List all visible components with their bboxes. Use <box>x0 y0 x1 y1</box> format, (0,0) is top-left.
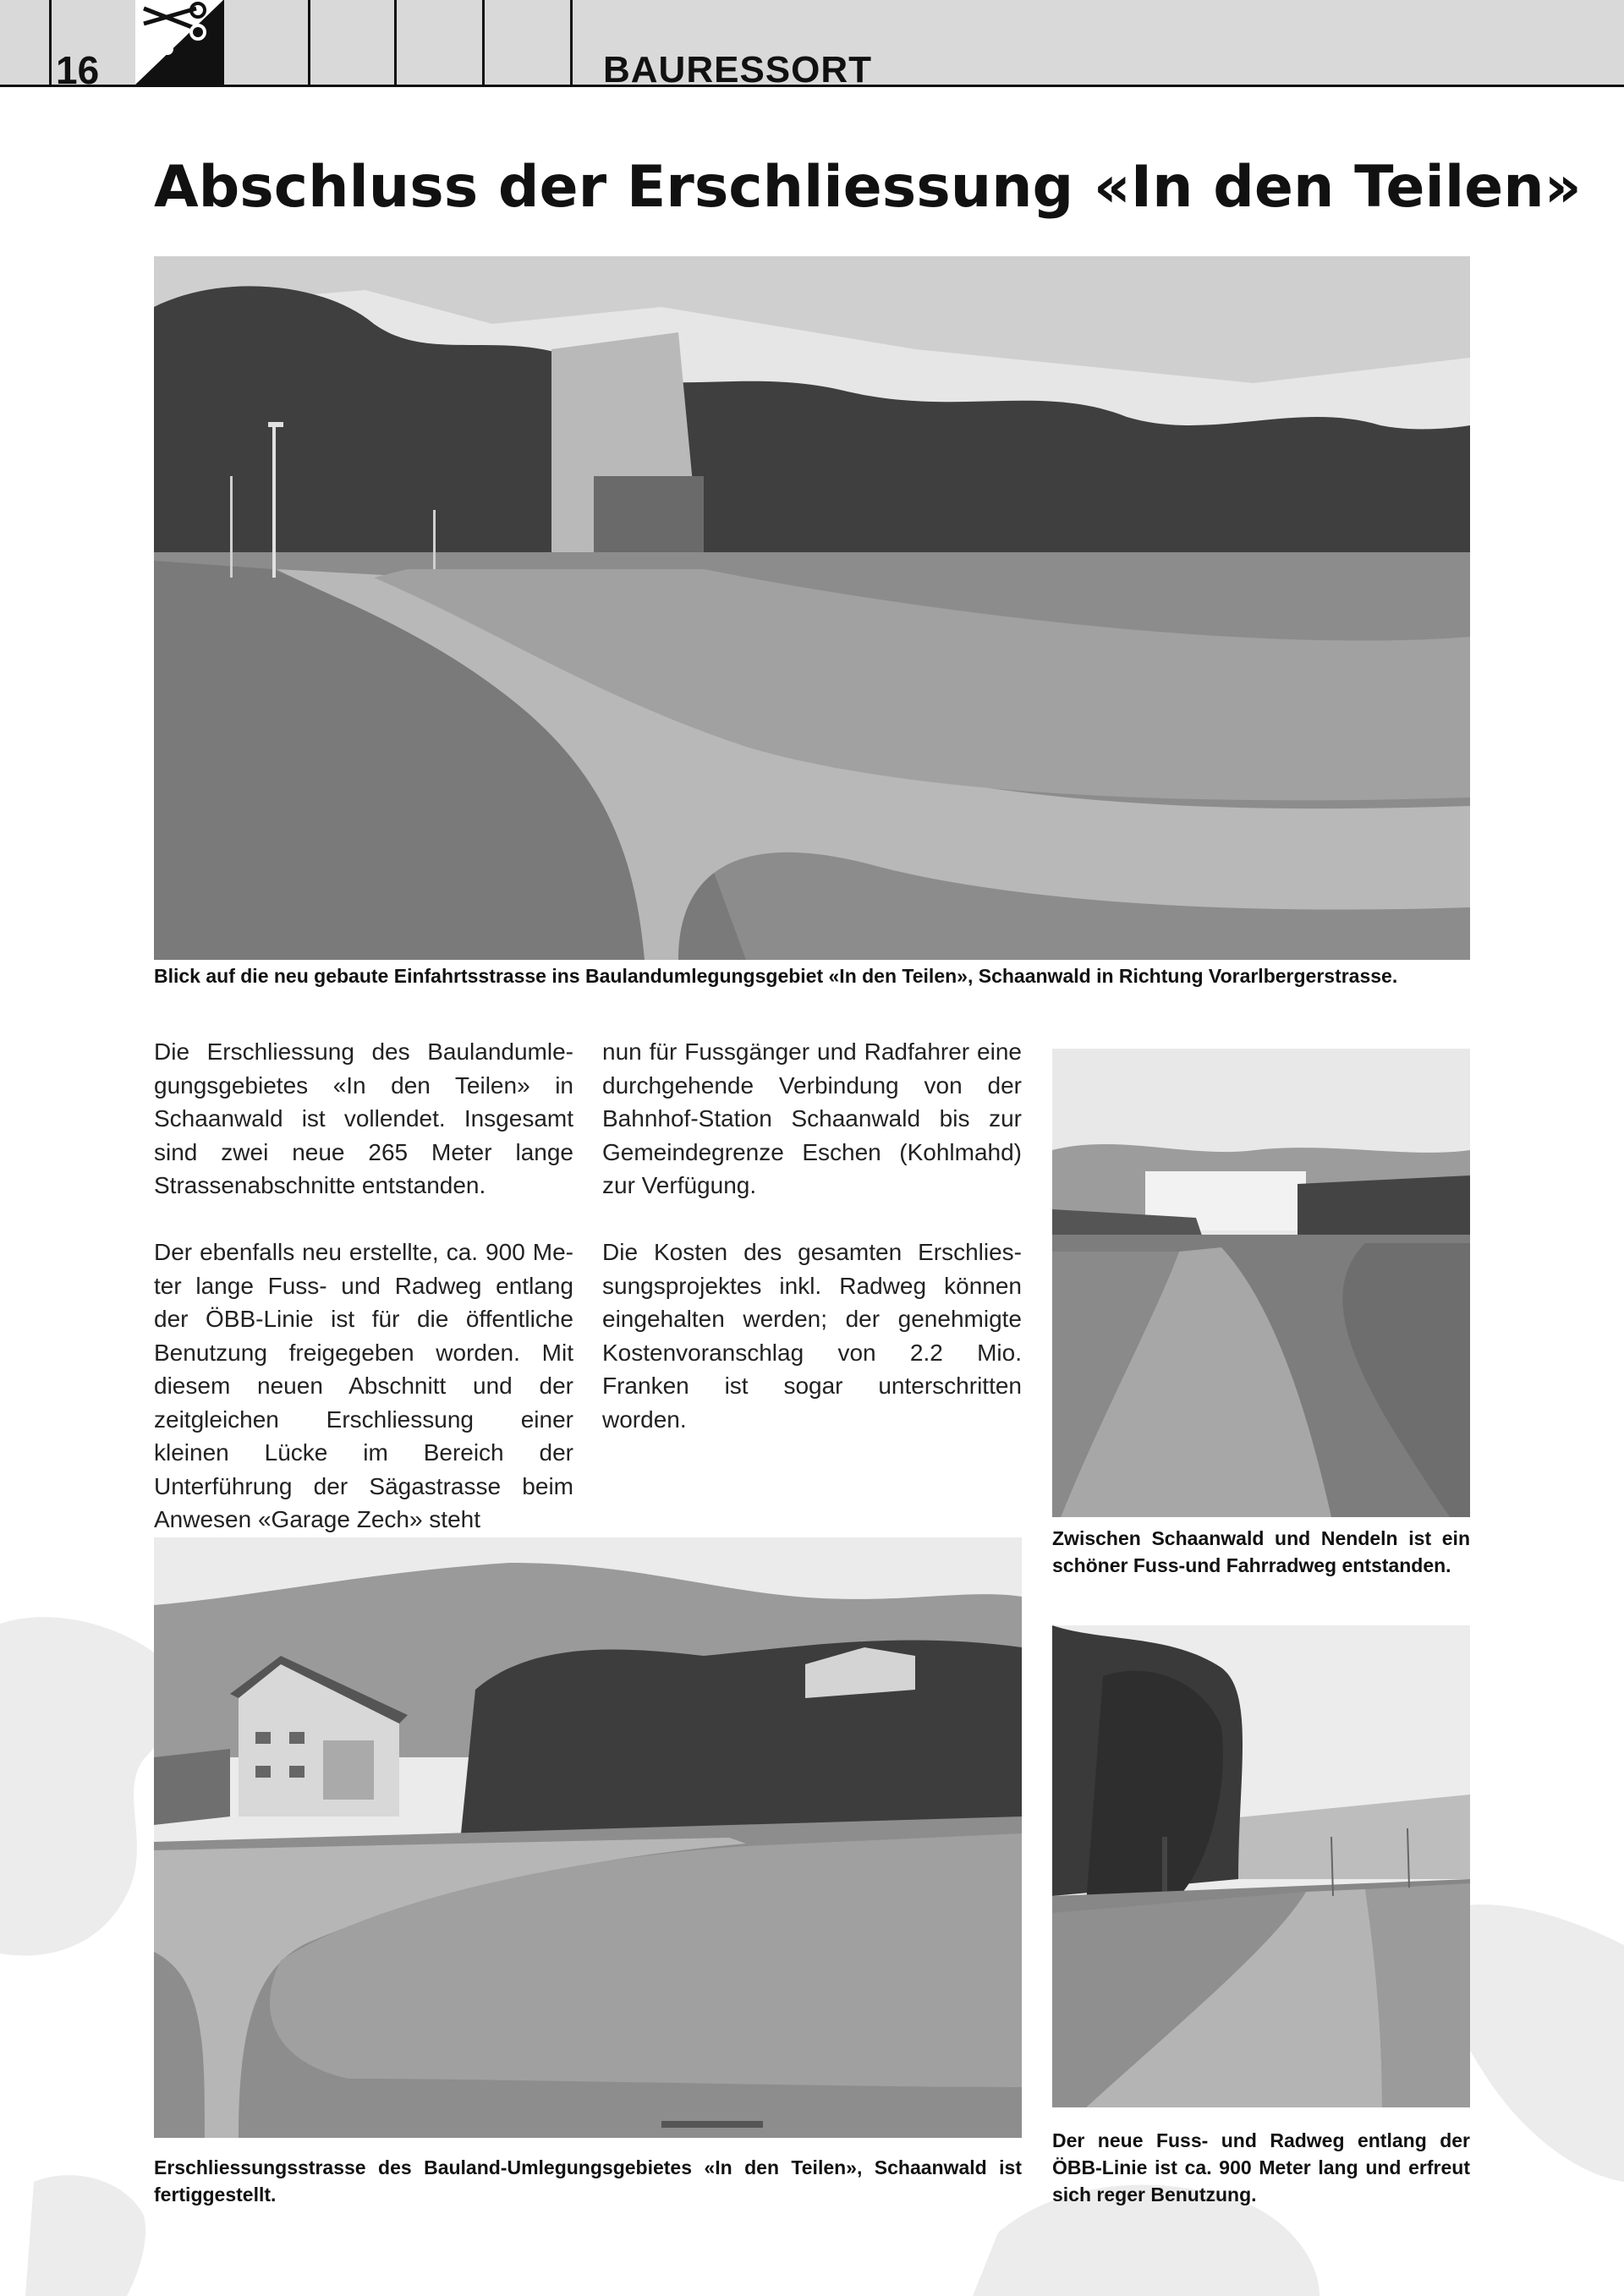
header-divider <box>394 0 397 85</box>
header-divider <box>308 0 310 85</box>
paragraph: Der ebenfalls neu erstellte, ca. 900 Meter lange Fuss- und Radweg entlang der ÖBB-Linie ist für die öffentliche Benutzung freigegeben worden. Mit diesem neuen Abschnitt und der zeitgleichen Erschliessung einer kleinen Lücke im Bereich der Unterführung der Sägastrasse beim Anwesen «Garage Zech» steht <box>154 1239 573 1532</box>
photo-access-road <box>154 256 1470 960</box>
photo-footpath-nendeln <box>1052 1049 1470 1517</box>
photo-road-houses <box>154 1537 1022 2138</box>
paragraph: Die Erschliessung des Baulandumlegungsgebietes «In den Teilen» in Schaanwald ist vollendet. Insgesamt sind zwei neue 265 Meter lange Strassenabschnitte entstanden. <box>154 1038 573 1198</box>
scissors-crest-icon <box>135 0 223 85</box>
photo-footpath-nendeln-caption: Zwischen Schaanwald und Nendeln ist ein schöner Fuss-und Fahrradweg entstanden. <box>1052 1527 1470 1576</box>
page-number: 16 <box>56 48 100 92</box>
section-title: BAURESSORT <box>603 49 873 90</box>
header-divider <box>49 0 52 85</box>
photo-oebb-footpath-caption: Der neue Fuss- und Radweg entlang der ÖBB-Linie ist ca. 900 Meter lang und erfreut sich reger Benutzung. <box>1052 2129 1470 2206</box>
photo-oebb-footpath <box>1052 1625 1470 2107</box>
photo-access-road-caption: Blick auf die neu gebaute Einfahrtsstrasse ins Baulandumlegungsgebiet «In den Teilen», Schaanwald in Richtung Vorarlbergerstrasse. <box>154 965 1398 987</box>
header-divider <box>570 0 573 85</box>
text-column-2 <box>602 1035 1022 1470</box>
text-column-1 <box>154 1035 573 1570</box>
paragraph: nun für Fussgänger und Radfahrer eine durchgehende Verbindung von der Bahnhof-Station Schaanwald bis zur Gemeindegrenze Eschen (Kohlmahd) zur Verfügung. <box>602 1038 1022 1198</box>
paragraph: Die Kosten des gesamten Erschliessungsprojektes inkl. Radweg können eingehalten werden; der genehmigte Kostenvoranschlag von 2.2 Mio. Franken ist sogar unterschritten worden. <box>602 1239 1022 1433</box>
photo-road-houses-caption: Erschliessungsstrasse des Bauland-Umlegungsgebietes «In den Teilen», Schaanwald ist fertiggestellt. <box>154 2156 1022 2206</box>
header-divider <box>482 0 485 85</box>
article-title: Abschluss der Erschliessung «In den Teilen» <box>154 154 1582 221</box>
